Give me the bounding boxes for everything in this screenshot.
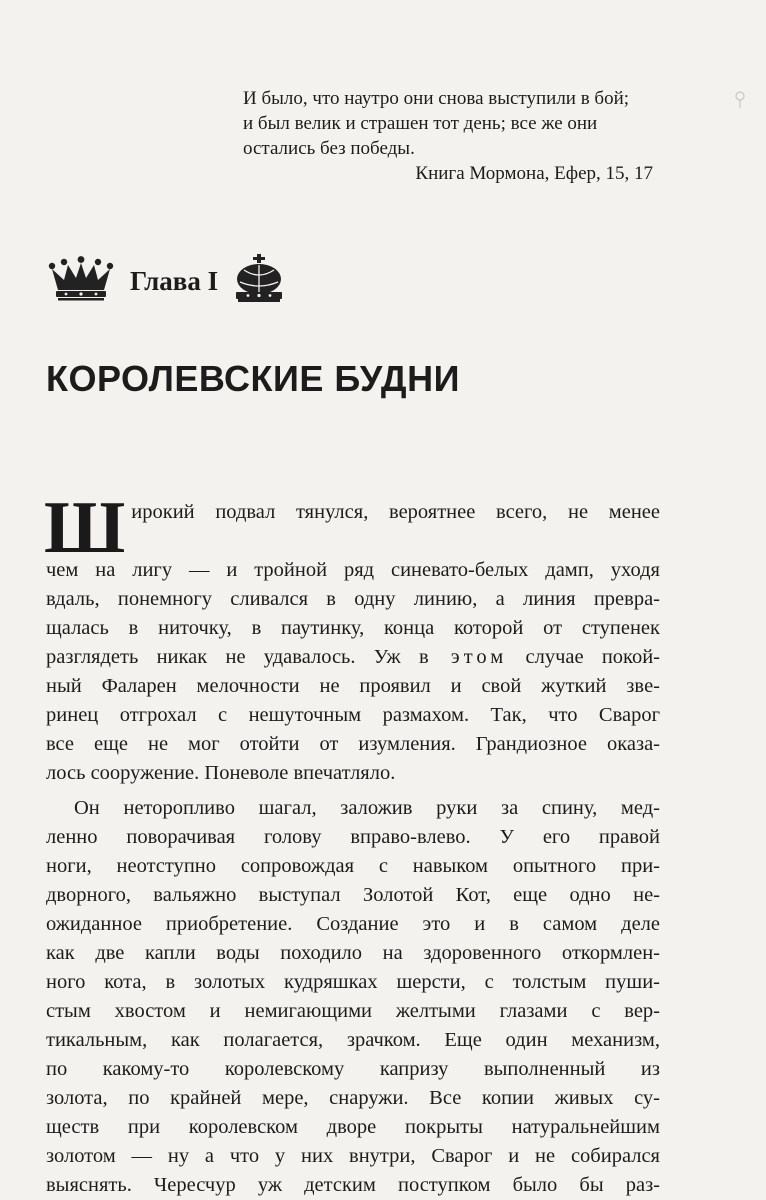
text-line: золотом — ну а что у них внутри, Сварог и не собирался [46, 1145, 660, 1167]
paragraph [46, 794, 660, 1200]
text-line: ринец отгрохал с нешуточным размахом. Так, что Сварог [46, 704, 660, 726]
chapter-title: КОРОЛЕВСКИЕ БУДНИ [46, 358, 460, 399]
page-edge-ornament-icon [732, 90, 752, 115]
epigraph-line: и был велик и страшен тот день; все же они [243, 113, 598, 134]
text-line: Он неторопливо шагал, заложив руки за спину, мед- [74, 797, 660, 819]
crown-icon [46, 256, 116, 307]
chapter-body [44, 487, 660, 1200]
text-line: дворного, вальяжно выступал Золотой Кот, еще одно не- [46, 884, 660, 906]
text-line: золота, по крайней мере, снаружи. Все копии живых су- [46, 1087, 660, 1109]
spaced-word: в [418, 646, 433, 668]
paragraph [44, 487, 660, 788]
chapter-number: Глава I [130, 265, 219, 296]
drop-cap: Ш [44, 487, 126, 569]
text-line: ный Фаларен мелочности не проявил и свой жуткий звe- [46, 675, 660, 697]
text-line: тикальным, как полагается, зрачком. Еще один механизм, [46, 1029, 660, 1051]
epigraph-source: Книга Мормона, Ефер, 15, 17 [415, 163, 653, 184]
text-line: ожиданное приобретение. Создание это и в самом деле [46, 913, 660, 935]
chapter-heading [46, 256, 288, 306]
text-line: все еще не мог отойти от изумления. Грандиозное оказа- [46, 733, 660, 755]
text-line: по какому-то королевскому капризу выполненный из [46, 1058, 660, 1080]
text-line: ирокий подвал тянулся, вероятнее всего, не менее [131, 501, 660, 523]
text-fragment: случае покой- [525, 646, 660, 668]
text-line: чем на лигу — и тройной ряд синевато-белых дамп, уходя [46, 559, 660, 581]
text-line: как две капли воды походило на здоровенного откормлен- [46, 942, 660, 964]
epigraph-line: остались без победы. [243, 138, 415, 159]
text-line: лось сооружение. Поневоле впечатляло. [46, 762, 396, 784]
text-line: щалась в ниточку, в паутинку, конца которой от ступенек [46, 617, 660, 639]
text-line: вдаль, понемногу сливался в одну линию, а линия превра- [46, 588, 660, 610]
text-line: выяснять. Чересчур уж детским поступком было бы раз- [46, 1174, 660, 1196]
text-line: ного кота, в золотых кудряшках шерсти, с толстым пуши- [46, 971, 660, 993]
text-line: стым хвостом и немигающими желтыми глазами с вер- [46, 1000, 660, 1022]
text-fragment: разглядеть никак не удавалось. Уж [46, 646, 401, 668]
spaced-word: этом [450, 646, 508, 668]
text-line [46, 643, 660, 672]
epigraph [243, 86, 663, 186]
crown-icon [230, 254, 288, 309]
text-line: ноги, неотступно сопровождая с навыком опытного при- [46, 855, 660, 877]
epigraph-line: И было, что наутро они снова выступили в бой; [243, 88, 630, 109]
text-line: ществ при королевском дворе покрыты натуральнейшим [46, 1116, 660, 1138]
text-line: ленно поворачивая голову вправо-влево. У его правой [46, 826, 660, 848]
